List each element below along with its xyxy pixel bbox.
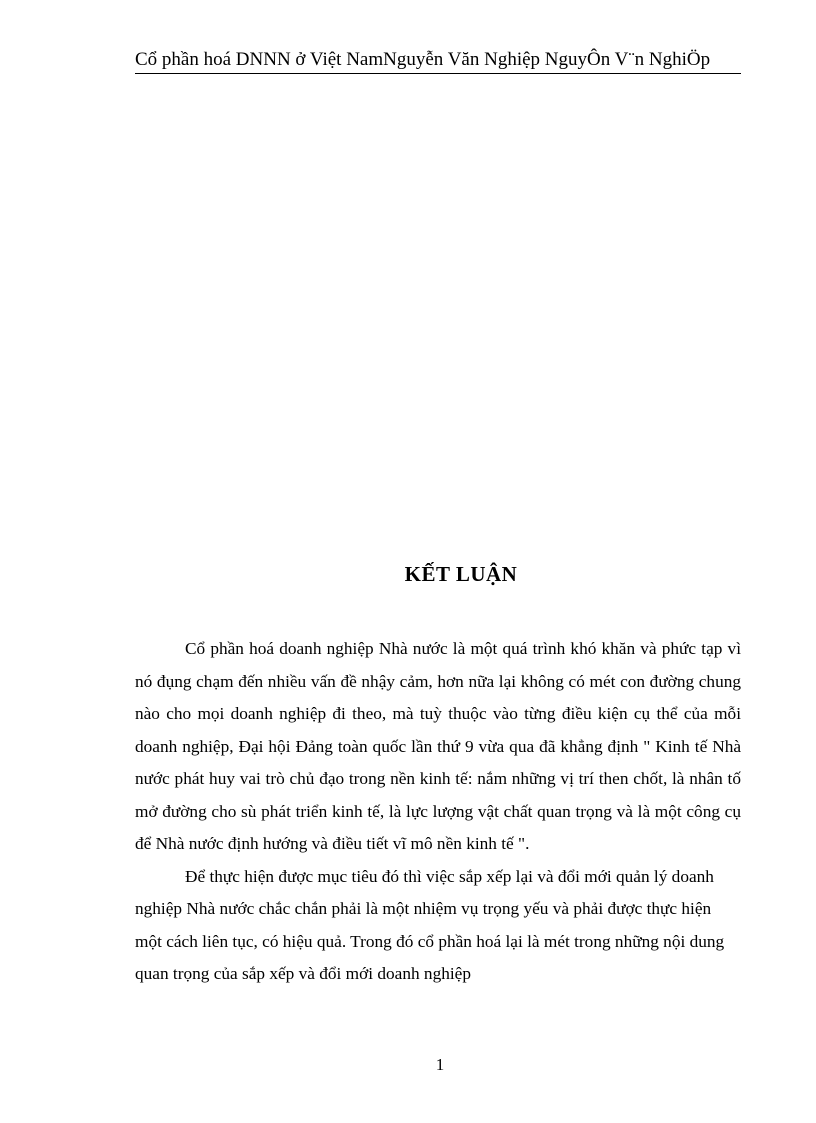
header-text: Cổ phần hoá DNNN ở Việt NamNguyễn Văn Nghiệp NguyÔn V¨n NghiÖp xyxy=(135,49,711,70)
body-text xyxy=(135,633,741,991)
section-title: KẾT LUẬN xyxy=(404,562,518,586)
page-number: 1 xyxy=(435,1055,445,1074)
paragraph-1: Cổ phần hoá doanh nghiệp Nhà nước là một quá trình khó khăn và phức tạp vì nó đụng chạm đến nhiều vấn đề nhậy cảm, hơn nữa lại không có mét con đường chung nào cho mọi doanh nghiệp đi theo, mà tuỳ thuộc vào từng điều kiện cụ thể của mỗi doanh nghiệp, Đại hội Đảng toàn quốc lần thứ 9 vừa qua đã khẳng định " Kinh tế Nhà nước phát huy vai trò chủ đạo trong nền kinh tế: nắm những vị trí then chốt, là nhân tố mở đường cho sù phát triển kinh tế, là lực lượng vật chất quan trọng và là một công cụ để Nhà nước định hướng và điều tiết vĩ mô nền kinh tế ". xyxy=(135,639,741,853)
paragraph-2: Để thực hiện được mục tiêu đó thì việc sắp xếp lại và đổi mới quản lý doanh nghiệp Nhà nước chắc chắn phải là một nhiệm vụ trọng yếu và phải được thực hiện một cách liên tục, có hiệu quả. Trong đó cổ phần hoá lại là mét trong những nội dung quan trọng của sắp xếp và đổi mới doanh nghiệp xyxy=(135,866,725,983)
page-header xyxy=(135,48,741,74)
